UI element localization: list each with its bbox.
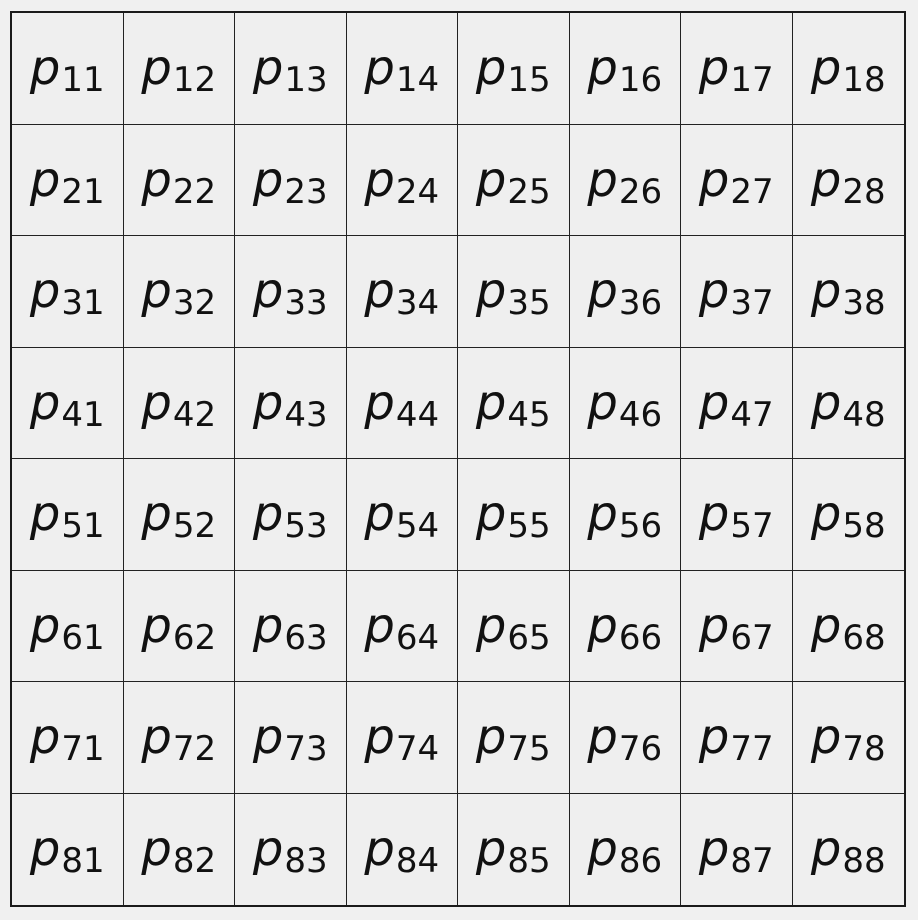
cell-symbol: p [29, 821, 61, 878]
matrix-cell [12, 794, 124, 906]
matrix-cell [570, 236, 682, 348]
cell-symbol: p [364, 597, 395, 654]
cell-symbol: p [587, 263, 618, 320]
cell-symbol: p [587, 374, 618, 431]
cell-symbol: p [810, 374, 842, 431]
matrix-cell [570, 13, 682, 125]
matrix-cell [681, 794, 793, 906]
cell-symbol: p [141, 709, 172, 766]
matrix-cell [12, 236, 124, 348]
matrix-cell [347, 571, 459, 683]
cell-symbol: p [698, 597, 730, 654]
cell-symbol: p [141, 40, 172, 97]
cell-subscript: 48 [842, 394, 886, 435]
cell-symbol: p [810, 263, 842, 320]
cell-symbol: p [698, 151, 730, 208]
cell-subscript: 54 [395, 506, 440, 547]
cell-subscript: 15 [507, 60, 551, 101]
cell-symbol: p [141, 486, 172, 543]
cell-subscript: 33 [284, 283, 328, 324]
cell-symbol: p [475, 374, 507, 431]
cell-symbol: p [698, 486, 730, 543]
cell-symbol: p [698, 821, 730, 878]
cell-subscript: 85 [507, 841, 551, 882]
cell-subscript: 51 [61, 506, 105, 547]
matrix-cell [124, 125, 236, 237]
cell-symbol: p [810, 151, 842, 208]
cell-subscript: 66 [618, 617, 663, 658]
cell-subscript: 77 [730, 729, 774, 770]
cell-subscript: 84 [395, 841, 440, 882]
cell-subscript: 58 [842, 506, 886, 547]
cell-symbol: p [475, 486, 507, 543]
cell-subscript: 28 [842, 171, 886, 212]
cell-subscript: 22 [172, 171, 217, 212]
matrix-cell [124, 236, 236, 348]
matrix-cell [235, 13, 347, 125]
cell-subscript: 63 [284, 617, 328, 658]
cell-subscript: 81 [61, 841, 105, 882]
matrix-cell [458, 571, 570, 683]
matrix-cell [793, 794, 905, 906]
cell-symbol: p [364, 374, 395, 431]
cell-subscript: 71 [61, 729, 105, 770]
cell-subscript: 11 [61, 60, 105, 101]
matrix-cell [124, 348, 236, 460]
cell-symbol: p [252, 263, 284, 320]
cell-symbol: p [698, 263, 730, 320]
matrix-cell [570, 459, 682, 571]
matrix-cell [347, 348, 459, 460]
matrix-cell [235, 236, 347, 348]
cell-subscript: 38 [842, 283, 886, 324]
matrix-cell [235, 794, 347, 906]
cell-symbol: p [252, 709, 284, 766]
cell-subscript: 47 [730, 394, 774, 435]
matrix-cell [458, 348, 570, 460]
matrix-cell [681, 125, 793, 237]
cell-symbol: p [252, 597, 284, 654]
matrix-cell [681, 236, 793, 348]
cell-subscript: 52 [172, 506, 217, 547]
matrix-cell [793, 682, 905, 794]
matrix-cell [12, 125, 124, 237]
cell-subscript: 86 [618, 841, 663, 882]
matrix-cell [347, 459, 459, 571]
matrix-cell [570, 125, 682, 237]
cell-symbol: p [252, 821, 284, 878]
cell-symbol: p [475, 40, 507, 97]
cell-subscript: 14 [395, 60, 440, 101]
matrix-cell [124, 571, 236, 683]
matrix-cell [347, 794, 459, 906]
cell-subscript: 64 [395, 617, 440, 658]
cell-symbol: p [587, 151, 618, 208]
cell-subscript: 31 [61, 283, 105, 324]
matrix-cell [570, 348, 682, 460]
cell-symbol: p [587, 709, 618, 766]
cell-symbol: p [29, 151, 61, 208]
cell-subscript: 67 [730, 617, 774, 658]
cell-subscript: 75 [507, 729, 551, 770]
cell-subscript: 41 [61, 394, 105, 435]
cell-symbol: p [252, 151, 284, 208]
matrix-cell [124, 13, 236, 125]
cell-subscript: 35 [507, 283, 551, 324]
matrix-cell [458, 13, 570, 125]
cell-subscript: 76 [618, 729, 663, 770]
matrix-cell [124, 459, 236, 571]
cell-subscript: 24 [395, 171, 440, 212]
cell-subscript: 44 [395, 394, 440, 435]
cell-symbol: p [475, 597, 507, 654]
cell-symbol: p [698, 40, 730, 97]
matrix-cell [458, 682, 570, 794]
matrix-cell [347, 125, 459, 237]
cell-subscript: 36 [618, 283, 663, 324]
matrix-cell [12, 682, 124, 794]
cell-subscript: 57 [730, 506, 774, 547]
cell-subscript: 18 [842, 60, 886, 101]
cell-symbol: p [364, 709, 395, 766]
cell-subscript: 68 [842, 617, 886, 658]
cell-symbol: p [810, 486, 842, 543]
matrix-cell [347, 236, 459, 348]
cell-subscript: 43 [284, 394, 328, 435]
matrix-cell [681, 682, 793, 794]
cell-symbol: p [141, 151, 172, 208]
cell-symbol: p [475, 709, 507, 766]
matrix-cell [347, 682, 459, 794]
cell-symbol: p [252, 40, 284, 97]
matrix-cell [235, 459, 347, 571]
matrix-cell [681, 13, 793, 125]
matrix-cell [681, 571, 793, 683]
cell-symbol: p [364, 151, 395, 208]
matrix-cell [793, 125, 905, 237]
cell-symbol: p [29, 597, 61, 654]
matrix-cell [681, 348, 793, 460]
cell-symbol: p [364, 40, 395, 97]
cell-subscript: 78 [842, 729, 886, 770]
cell-subscript: 74 [395, 729, 440, 770]
cell-subscript: 21 [61, 171, 105, 212]
cell-symbol: p [29, 263, 61, 320]
cell-subscript: 62 [172, 617, 217, 658]
cell-subscript: 45 [507, 394, 551, 435]
matrix-cell [12, 13, 124, 125]
cell-subscript: 61 [61, 617, 105, 658]
cell-subscript: 72 [172, 729, 217, 770]
cell-symbol: p [364, 486, 395, 543]
cell-symbol: p [364, 821, 395, 878]
cell-subscript: 12 [172, 60, 217, 101]
cell-subscript: 42 [172, 394, 217, 435]
cell-symbol: p [364, 263, 395, 320]
cell-symbol: p [698, 709, 730, 766]
cell-subscript: 53 [284, 506, 328, 547]
cell-symbol: p [698, 374, 730, 431]
matrix-cell [458, 794, 570, 906]
matrix-cell [458, 125, 570, 237]
cell-symbol: p [252, 374, 284, 431]
cell-symbol: p [141, 821, 172, 878]
matrix-cell [235, 125, 347, 237]
cell-symbol: p [252, 486, 284, 543]
matrix-cell [793, 13, 905, 125]
matrix-cell [124, 682, 236, 794]
matrix-cell [793, 459, 905, 571]
cell-subscript: 83 [284, 841, 328, 882]
matrix-cell [793, 571, 905, 683]
cell-symbol: p [475, 151, 507, 208]
cell-symbol: p [29, 374, 61, 431]
cell-subscript: 46 [618, 394, 663, 435]
cell-symbol: p [475, 263, 507, 320]
matrix-cell [347, 13, 459, 125]
cell-symbol: p [587, 486, 618, 543]
cell-subscript: 65 [507, 617, 551, 658]
matrix-cell [12, 348, 124, 460]
cell-symbol: p [475, 821, 507, 878]
cell-subscript: 73 [284, 729, 328, 770]
cell-subscript: 25 [507, 171, 551, 212]
cell-subscript: 27 [730, 171, 774, 212]
cell-subscript: 13 [284, 60, 328, 101]
cell-symbol: p [141, 374, 172, 431]
matrix-cell [793, 348, 905, 460]
matrix-cell [793, 236, 905, 348]
cell-symbol: p [29, 40, 61, 97]
cell-symbol: p [810, 709, 842, 766]
cell-symbol: p [29, 486, 61, 543]
matrix-cell [458, 459, 570, 571]
matrix-cell [570, 571, 682, 683]
matrix-cell [458, 236, 570, 348]
cell-subscript: 32 [172, 283, 217, 324]
cell-subscript: 34 [395, 283, 440, 324]
matrix-cell [12, 571, 124, 683]
matrix-cell [235, 348, 347, 460]
matrix-cell [681, 459, 793, 571]
cell-symbol: p [141, 263, 172, 320]
cell-subscript: 56 [618, 506, 663, 547]
cell-symbol: p [141, 597, 172, 654]
cell-subscript: 87 [730, 841, 774, 882]
cell-symbol: p [587, 40, 618, 97]
cell-subscript: 16 [618, 60, 663, 101]
matrix-cell [570, 682, 682, 794]
cell-subscript: 23 [284, 171, 328, 212]
matrix-cell [235, 571, 347, 683]
cell-subscript: 26 [618, 171, 663, 212]
matrix-grid [10, 11, 906, 907]
cell-symbol: p [29, 709, 61, 766]
matrix-cell [124, 794, 236, 906]
cell-symbol: p [810, 40, 842, 97]
cell-subscript: 82 [172, 841, 217, 882]
matrix-cell [570, 794, 682, 906]
cell-symbol: p [810, 821, 842, 878]
cell-subscript: 37 [730, 283, 774, 324]
cell-symbol: p [587, 597, 618, 654]
cell-subscript: 88 [842, 841, 886, 882]
cell-symbol: p [810, 597, 842, 654]
cell-subscript: 17 [730, 60, 774, 101]
cell-subscript: 55 [507, 506, 551, 547]
matrix-cell [12, 459, 124, 571]
cell-symbol: p [587, 821, 618, 878]
matrix-cell [235, 682, 347, 794]
